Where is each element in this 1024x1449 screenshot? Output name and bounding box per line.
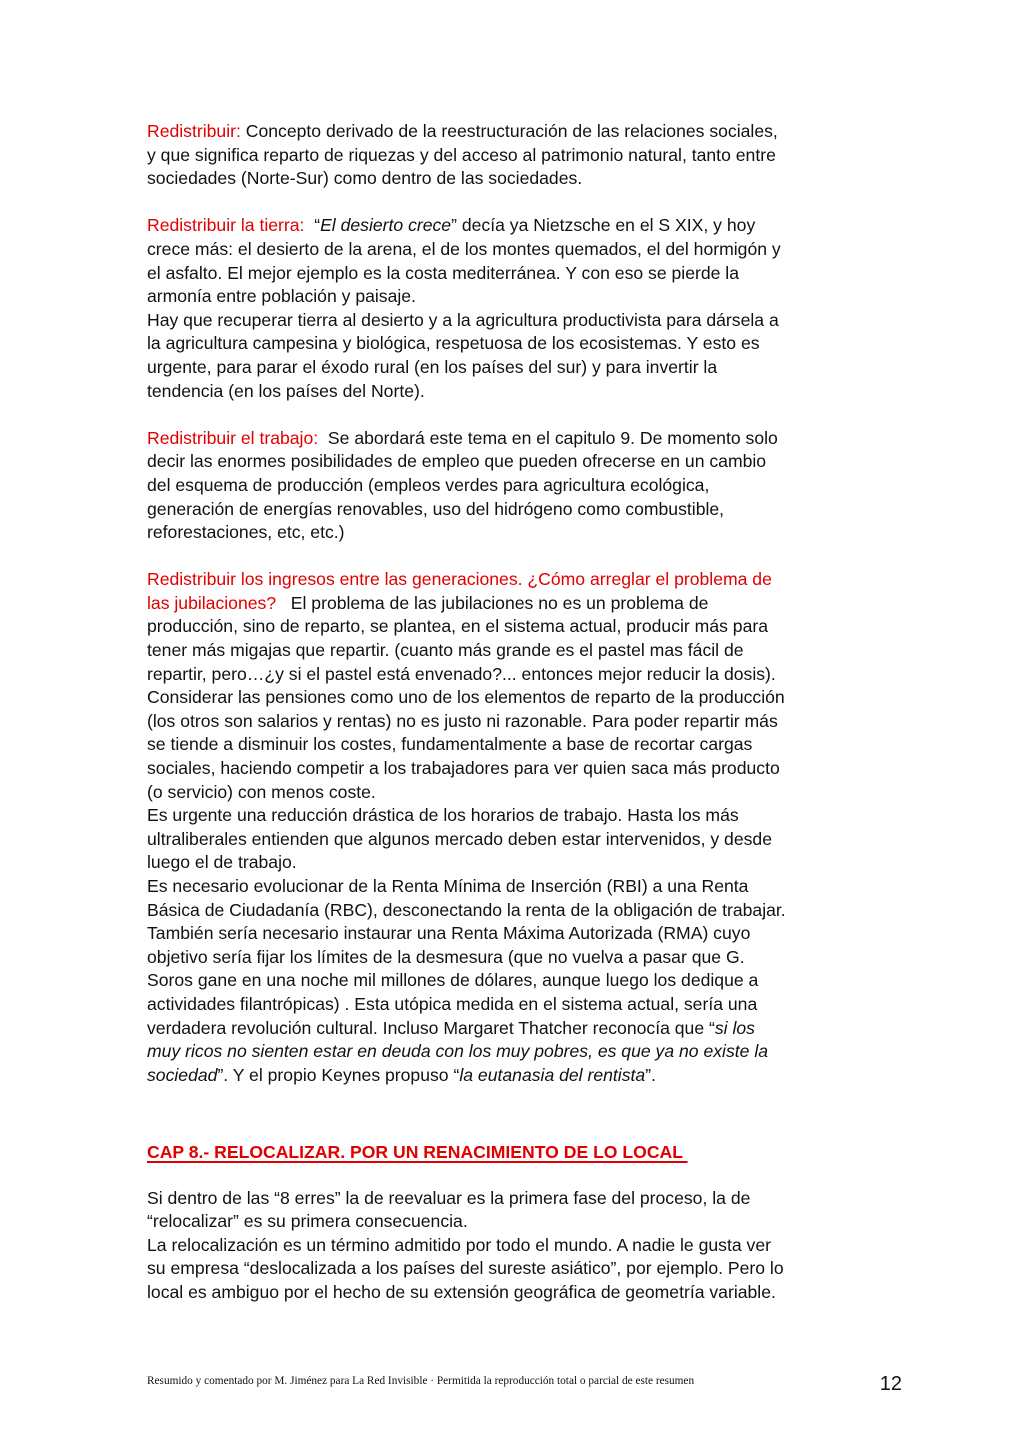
text-segment: ”. [645,1064,656,1085]
text-line: decir las enormes posibilidades de empleo que pueden ofrecerse en un cambio [147,451,767,472]
body-text [147,120,907,1328]
text-line: Básica de Ciudadanía (RBC), desconectando la renta de la obligación de trabajar. [147,899,786,920]
text-line: se tiende a disminuir los costes, fundamentalmente a base de recortar cargas [147,734,753,755]
text-segment: Concepto derivado de la reestructuración de las relaciones sociales, [240,121,778,141]
quote-italic: El desierto crece [320,215,452,236]
text-line: Soros gane en una noche mil millones de dólares, aunque luego los dedique a [147,970,759,991]
paragraph-redistribuir-ingresos [147,568,907,1087]
text-line: Hay que recuperar tierra al desierto y a la agricultura productivista para dársela a [147,309,779,330]
page-number: 12 [879,1373,902,1395]
text-line: armonía entre población y paisaje. [147,286,416,307]
text-line: urgente, para parar el éxodo rural (en los países del sur) y para invertir la [147,356,718,377]
text-line: sociedades (Norte-Sur) como dentro de las sociedades. [147,168,583,189]
text-line: su empresa “deslocalizada a los países del sureste asiático”, por ejemplo. Pero lo [147,1258,784,1279]
spacer [147,1111,907,1119]
text-segment: ”. Y el propio Keynes propuso “ [217,1064,460,1085]
text-line: tendencia (en los países del Norte). [147,380,425,401]
text-line: También sería necesario instaurar una Renta Máxima Autorizada (RMA) cuyo [147,923,751,944]
text-line: (los otros son salarios y rentas) no es justo ni razonable. Para poder repartir más [147,710,778,731]
quote-italic: la eutanasia del rentista [459,1064,646,1085]
text-segment: El problema de las jubilaciones no es un problema de [276,592,709,613]
text-line [147,1064,907,1088]
text-segment: “ [304,215,321,236]
text-line: el asfalto. El mejor ejemplo es la costa mediterránea. Y con eso se pierde la [147,262,739,283]
paragraph-redistribuir-tierra [147,214,907,403]
text-line: objetivo sería fijar los límites de la desmesura (que no vuelva a pasar que G. [147,946,745,967]
text-line: sociales, haciendo competir a los trabajadores para ver quien saca más producto [147,758,780,779]
text-line [147,1040,907,1064]
paragraph-redistribuir [147,120,907,191]
text-line: actividades filantrópicas) . Esta utópica medida en el sistema actual, sería una [147,993,758,1014]
term-redistribuir: Redistribuir: [147,121,241,141]
quote-italic: si los [714,1017,755,1038]
text-line [147,427,907,451]
quote-italic: muy ricos no sienten estar en deuda con los muy pobres, es que ya no existe la [147,1041,769,1062]
text-line: La relocalización es un término admitido por todo el mundo. A nadie le gusta ver [147,1234,771,1255]
term-jubilaciones: las jubilaciones? [147,592,277,613]
page-footer: Resumido y comentado por M. Jiménez para La Red Invisible · Permitida la reproducción total o parcial de este resumen [147,1375,695,1387]
text-line: local es ambiguo por el hecho de su extensión geográfica de geometría variable. [147,1281,776,1302]
text-line: la agricultura campesina y biológica, respetuosa de los ecosistemas. Y esto es [147,333,760,354]
term-redistribuir-ingresos: Redistribuir los ingresos entre las generaciones. ¿Cómo arreglar el problema de [147,569,772,590]
paragraph-relocalizar [147,1187,907,1305]
text-line: (o servicio) con menos coste. [147,781,376,802]
text-line: Si dentro de las “8 erres” la de reevaluar es la primera fase del proceso, la de [147,1187,751,1208]
text-segment: Se abordará este tema en el capitulo 9. De momento solo [318,427,778,448]
chapter-heading: CAP 8.- RELOCALIZAR. POR UN RENACIMIENTO DE LO LOCAL [147,1141,688,1162]
text-line: generación de energías renovables, uso del hidrógeno como combustible, [147,498,725,519]
text-line: del esquema de producción (empleos verdes para agricultura ecológica, [147,474,710,495]
term-redistribuir-trabajo: Redistribuir el trabajo: [147,427,319,448]
text-line: “relocalizar” es su primera consecuencia. [147,1211,468,1232]
paragraph-redistribuir-trabajo [147,427,907,545]
text-line [147,214,907,238]
text-line: crece más: el desierto de la arena, el de los montes quemados, el del hormigón y [147,238,781,259]
text-line: Es urgente una reducción drástica de los horarios de trabajo. Hasta los más [147,805,739,826]
text-line: producción, sino de reparto, se plantea, en el sistema actual, producir más para [147,616,769,637]
text-line [147,120,907,144]
text-line [147,592,907,616]
text-line: luego el de trabajo. [147,852,297,873]
text-segment: verdadera revolución cultural. Incluso Margaret Thatcher reconocía que “ [147,1017,715,1038]
text-line: y que significa reparto de riquezas y del acceso al patrimonio natural, tanto entre [147,144,776,165]
text-line [147,1017,907,1041]
text-line: tener más migajas que repartir. (cuanto más grande es el pastel mas fácil de [147,640,744,661]
text-line: ultraliberales entienden que algunos mercado deben estar intervenidos, y desde [147,828,772,849]
text-line: Es necesario evolucionar de la Renta Mínima de Inserción (RBI) a una Renta [147,876,749,896]
term-redistribuir-tierra: Redistribuir la tierra: [147,215,305,236]
text-segment: ” decía ya Nietzsche en el S XIX, y hoy [451,215,756,236]
text-line: Considerar las pensiones como uno de los elementos de reparto de la producción [147,687,785,708]
text-line: repartir, pero…¿y si el pastel está envenado?... entonces mejor reducir la dosis). [147,663,776,684]
quote-italic: sociedad [147,1064,218,1085]
text-line: reforestaciones, etc, etc.) [147,522,345,543]
